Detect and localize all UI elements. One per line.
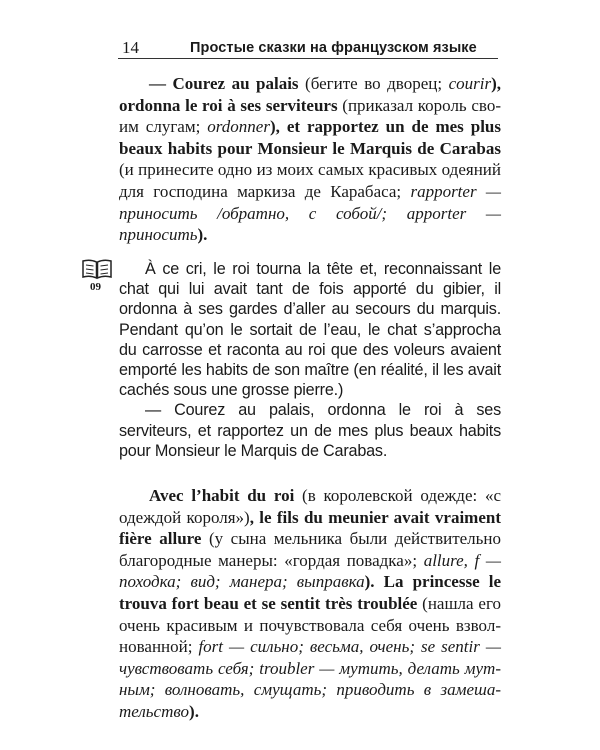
run-bold: ). La princesse le trouva fort beau et se sentit très troublée	[119, 572, 501, 613]
run-bold: — Courez au palais	[149, 74, 299, 93]
run-plain: (у сына мельника были действительно благородные манеры: «гордая повадка»;	[119, 529, 501, 570]
french-text-block	[119, 259, 501, 461]
run-bold: ), ordonna le roi à ses serviteurs	[119, 74, 501, 115]
run-bold: ).	[189, 701, 199, 721]
run-italic: fort — сильно; весьма, очень; se sentir — чувствовать себя; troubler — мутить, делать мутным; волновать, смущать; приводить в замешательство	[119, 637, 501, 721]
run-italic: ordonner	[207, 117, 270, 137]
running-title: Простые сказки на французском языке	[190, 40, 477, 56]
track-number: 09	[90, 281, 101, 293]
run-bold: ), et rapportez un de mes plus beaux habits pour Monsieur le Marquis de Carabas	[119, 117, 501, 158]
run-plain: (нашла его очень красивым и почувствовала себя очень взволнованной;	[119, 593, 501, 657]
open-book-icon	[82, 258, 112, 280]
run-italic: allure, f — походка; вид; манера; выправка	[119, 550, 501, 592]
run-plain: (бегите во дворец;	[298, 74, 449, 93]
run-plain: (и принесите одно из моих самых красивых одеяний для господина маркиза де Карабаса;	[119, 160, 501, 201]
commentary-block-1	[119, 73, 501, 246]
audio-track-marker	[82, 258, 116, 298]
run-plain: (приказал король своим слугам;	[119, 95, 501, 137]
run-italic: rapporter — приносить /обратно, с собой/; apporter — приносить	[119, 181, 501, 245]
run-bold: , le fils du meunier avait vraiment fière allure	[119, 507, 501, 549]
run-bold: Avec l’habit du roi	[149, 486, 295, 505]
commentary-paragraph-2	[119, 485, 501, 723]
commentary-paragraph-1	[119, 73, 501, 246]
french-paragraph-1: À ce cri, le roi tourna la tête et, reconnaissant le chat qui lui avait tant de fois apporté du gibier, il ordonna à ses gardes d’aller au secours du marquis. Pendant qu’on le sortait de l’eau, le chat s’approcha du carrosse et raconta au roi que des voleurs avaient emporté les habits de son maître (en réalité, il les avait cachés sous une grosse pierre.)	[119, 260, 501, 400]
run-italic: courir	[448, 74, 492, 93]
running-head	[118, 36, 498, 59]
commentary-block-2	[119, 485, 501, 723]
page-number: 14	[122, 38, 139, 57]
french-paragraph-2: — Courez au palais, ordonna le roi à ses serviteurs, et rapportez un de mes plus beaux habits pour Monsieur le Marquis de Carabas.	[119, 401, 501, 460]
run-plain: (в королевской одежде: «с одеждой короля»)	[119, 486, 501, 527]
run-bold: ).	[197, 225, 208, 245]
